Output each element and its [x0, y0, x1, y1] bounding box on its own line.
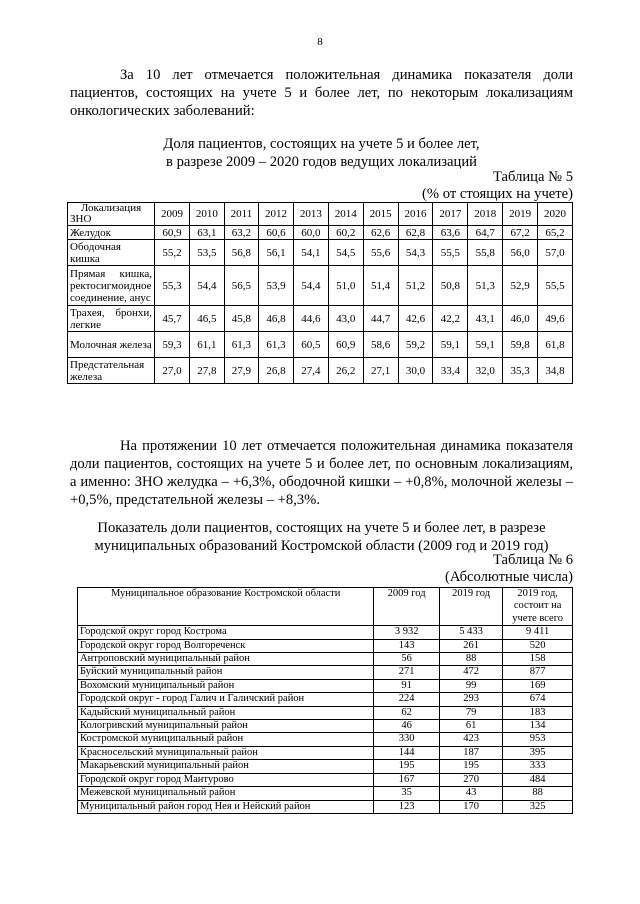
table5-value-cell: 55,6: [363, 240, 398, 266]
table5-header-year: 2012: [259, 203, 294, 226]
table6-header-total: 2019 год, состоит на учете всего: [503, 588, 573, 626]
table5-value-cell: 34,8: [538, 358, 573, 384]
table6-label: Таблица № 6: [493, 552, 573, 568]
table5: [67, 202, 573, 384]
table5-value-cell: 54,3: [398, 240, 433, 266]
table5-header-year: 2014: [328, 203, 363, 226]
table6-2019-cell: 187: [439, 746, 502, 759]
table6-row: [78, 626, 573, 639]
table6-2019-cell: 423: [439, 733, 502, 746]
table6-total-cell: 9 411: [503, 626, 573, 639]
table5-value-cell: 35,3: [503, 358, 538, 384]
table6-municipality-cell: Городской округ город Волгореченск: [78, 639, 374, 652]
table5-value-cell: 67,2: [503, 226, 538, 240]
table5-value-cell: 46,8: [259, 306, 294, 332]
table5-value-cell: 63,2: [224, 226, 258, 240]
table5-label: Таблица № 5: [493, 169, 573, 185]
table6-2019-cell: 5 433: [439, 626, 502, 639]
table5-header-year: 2020: [538, 203, 573, 226]
table5-value-cell: 59,1: [433, 332, 468, 358]
table6-total-cell: 674: [503, 693, 573, 706]
table5-value-cell: 61,3: [259, 332, 294, 358]
table5-value-cell: 60,9: [155, 226, 190, 240]
page-number: 8: [317, 36, 323, 48]
table5-value-cell: 52,9: [503, 266, 538, 306]
table5-unit: (% от стоящих на учете): [422, 186, 573, 202]
table5-value-cell: 53,9: [259, 266, 294, 306]
table6-total-cell: 484: [503, 773, 573, 786]
table5-value-cell: 42,2: [433, 306, 468, 332]
table5-localization-cell: Прямая кишка, ректосигмоидное соединение, анус: [68, 266, 155, 306]
table6-2009-cell: 330: [374, 733, 440, 746]
table5-value-cell: 55,5: [433, 240, 468, 266]
table6-row: [78, 679, 573, 692]
table6-municipality-cell: Красносельский муниципальный район: [78, 746, 374, 759]
table5-value-cell: 27,0: [155, 358, 190, 384]
table5-value-cell: 62,8: [398, 226, 433, 240]
table6-2019-cell: 270: [439, 773, 502, 786]
table5-header-year: 2010: [189, 203, 224, 226]
table6: [77, 587, 573, 814]
table6-municipality-cell: Макарьевский муниципальный район: [78, 760, 374, 773]
table6-2009-cell: 167: [374, 773, 440, 786]
table6-row: [78, 706, 573, 719]
table6-2009-cell: 224: [374, 693, 440, 706]
table6-row: [78, 639, 573, 652]
table6-header-municipality: Муниципальное образование Костромской области: [78, 588, 374, 626]
table6-row: [78, 666, 573, 679]
table5-row: [68, 332, 573, 358]
table5-value-cell: 63,6: [433, 226, 468, 240]
table5-value-cell: 30,0: [398, 358, 433, 384]
table6-row: [78, 653, 573, 666]
table5-value-cell: 60,2: [328, 226, 363, 240]
table5-header-year: 2017: [433, 203, 468, 226]
table5-localization-cell: Желудок: [68, 226, 155, 240]
table5-header-year: 2019: [503, 203, 538, 226]
table5-value-cell: 51,0: [328, 266, 363, 306]
table6-2009-cell: 123: [374, 800, 440, 813]
table5-value-cell: 54,4: [189, 266, 224, 306]
table5-row: [68, 306, 573, 332]
table5-value-cell: 51,2: [398, 266, 433, 306]
table5-value-cell: 50,8: [433, 266, 468, 306]
table6-unit: (Абсолютные числа): [444, 569, 573, 585]
table6-2009-cell: 56: [374, 653, 440, 666]
table5-value-cell: 27,4: [293, 358, 328, 384]
table6-row: [78, 760, 573, 773]
table6-total-cell: 520: [503, 639, 573, 652]
table5-value-cell: 53,5: [189, 240, 224, 266]
table6-2009-cell: 144: [374, 746, 440, 759]
table5-value-cell: 60,6: [259, 226, 294, 240]
table5-value-cell: 51,3: [468, 266, 503, 306]
table6-2019-cell: 43: [439, 787, 502, 800]
table6-header-2009: 2009 год: [374, 588, 440, 626]
table6-2009-cell: 271: [374, 666, 440, 679]
table6-2009-cell: 3 932: [374, 626, 440, 639]
table6-municipality-cell: Кологривский муниципальный район: [78, 720, 374, 733]
table5-value-cell: 59,3: [155, 332, 190, 358]
table5-header-localization: Локализация ЗНО: [68, 203, 155, 226]
table5-header-year: 2016: [398, 203, 433, 226]
table5-header-row: [68, 203, 573, 226]
table6-total-cell: 877: [503, 666, 573, 679]
table5-value-cell: 59,1: [468, 332, 503, 358]
table6-total-cell: 333: [503, 760, 573, 773]
table6-2019-cell: 293: [439, 693, 502, 706]
table5-value-cell: 56,5: [224, 266, 258, 306]
table6-row: [78, 720, 573, 733]
table5-value-cell: 51,4: [363, 266, 398, 306]
table6-2009-cell: 195: [374, 760, 440, 773]
table5-value-cell: 56,0: [503, 240, 538, 266]
table5-value-cell: 56,1: [259, 240, 294, 266]
table5-value-cell: 27,9: [224, 358, 258, 384]
table5-value-cell: 54,1: [293, 240, 328, 266]
summary-paragraph: На протяжении 10 лет отмечается положительная динамика показателя доли пациентов, состоящих на учете 5 и более лет, по основным локализациям, а именно: ЗНО желудка – +6,3%, ободочной кишки – +0,8%, молочной железы – +0,5%, предстательной железы – +8,3%.: [70, 438, 573, 508]
table6-total-cell: 88: [503, 787, 573, 800]
table6-total-cell: 158: [503, 653, 573, 666]
table6-municipality-cell: Кадыйский муниципальный район: [78, 706, 374, 719]
table6-2019-cell: 88: [439, 653, 502, 666]
table5-value-cell: 44,7: [363, 306, 398, 332]
table5-value-cell: 61,8: [538, 332, 573, 358]
table6-row: [78, 800, 573, 813]
table6-2019-cell: 99: [439, 679, 502, 692]
table5-caption-line1: Доля пациентов, состоящих на учете 5 и более лет,: [163, 136, 480, 152]
table5-value-cell: 55,2: [155, 240, 190, 266]
table5-value-cell: 46,5: [189, 306, 224, 332]
table5-value-cell: 58,6: [363, 332, 398, 358]
table5-value-cell: 62,6: [363, 226, 398, 240]
table5-header-year: 2018: [468, 203, 503, 226]
table6-2019-cell: 472: [439, 666, 502, 679]
table5-value-cell: 56,8: [224, 240, 258, 266]
table5-row: [68, 358, 573, 384]
intro-paragraph: За 10 лет отмечается положительная динамика показателя доли пациентов, состоящих на учете 5 и более лет, по некоторым локализациям онкологических заболеваний:: [70, 67, 573, 119]
table5-value-cell: 42,6: [398, 306, 433, 332]
table6-total-cell: 395: [503, 746, 573, 759]
table5-value-cell: 60,0: [293, 226, 328, 240]
table5-value-cell: 64,7: [468, 226, 503, 240]
table6-2009-cell: 91: [374, 679, 440, 692]
table5-value-cell: 57,0: [538, 240, 573, 266]
table5-value-cell: 61,3: [224, 332, 258, 358]
table6-2019-cell: 61: [439, 720, 502, 733]
table6-row: [78, 733, 573, 746]
table5-value-cell: 27,8: [189, 358, 224, 384]
table6-municipality-cell: Городской округ - город Галич и Галичский район: [78, 693, 374, 706]
table6-row: [78, 693, 573, 706]
table5-value-cell: 33,4: [433, 358, 468, 384]
table5-value-cell: 32,0: [468, 358, 503, 384]
table6-2009-cell: 46: [374, 720, 440, 733]
table5-header-year: 2011: [224, 203, 258, 226]
table6-municipality-cell: Муниципальный район город Нея и Нейский район: [78, 800, 374, 813]
table5-value-cell: 49,6: [538, 306, 573, 332]
table5-localization-cell: Молочная железа: [68, 332, 155, 358]
table6-caption-line2: муниципальных образований Костромской области (2009 год и 2019 год): [94, 538, 549, 554]
table5-value-cell: 55,3: [155, 266, 190, 306]
table5-localization-cell: Ободочная кишка: [68, 240, 155, 266]
table5-value-cell: 60,5: [293, 332, 328, 358]
table6-total-cell: 953: [503, 733, 573, 746]
table6-total-cell: 325: [503, 800, 573, 813]
table5-value-cell: 54,5: [328, 240, 363, 266]
table5-value-cell: 55,5: [538, 266, 573, 306]
table5-value-cell: 46,0: [503, 306, 538, 332]
table5-value-cell: 45,8: [224, 306, 258, 332]
table5-value-cell: 61,1: [189, 332, 224, 358]
table5-row: [68, 226, 573, 240]
table6-municipality-cell: Городской округ город Мантурово: [78, 773, 374, 786]
table5-header-year: 2009: [155, 203, 190, 226]
table6-row: [78, 746, 573, 759]
table6-2009-cell: 143: [374, 639, 440, 652]
table5-value-cell: 45,7: [155, 306, 190, 332]
table5-value-cell: 59,8: [503, 332, 538, 358]
table5-value-cell: 60,9: [328, 332, 363, 358]
table5-value-cell: 26,8: [259, 358, 294, 384]
table5-row: [68, 266, 573, 306]
table5-value-cell: 43,1: [468, 306, 503, 332]
table5-value-cell: 27,1: [363, 358, 398, 384]
table5-value-cell: 54,4: [293, 266, 328, 306]
table5-value-cell: 44,6: [293, 306, 328, 332]
table6-municipality-cell: Городской округ город Кострома: [78, 626, 374, 639]
table5-localization-cell: Трахея, бронхи, легкие: [68, 306, 155, 332]
table6-header-2019: 2019 год: [439, 588, 502, 626]
table6-2009-cell: 62: [374, 706, 440, 719]
table6-2019-cell: 195: [439, 760, 502, 773]
table6-header-row: [78, 588, 573, 626]
table5-value-cell: 59,2: [398, 332, 433, 358]
table6-total-cell: 183: [503, 706, 573, 719]
table6-2019-cell: 79: [439, 706, 502, 719]
table6-caption: [70, 519, 573, 555]
table6-municipality-cell: Костромской муниципальный район: [78, 733, 374, 746]
table5-header-year: 2015: [363, 203, 398, 226]
table6-municipality-cell: Буйский муниципальный район: [78, 666, 374, 679]
table5-localization-cell: Предстательная железа: [68, 358, 155, 384]
table5-value-cell: 43,0: [328, 306, 363, 332]
table6-2019-cell: 170: [439, 800, 502, 813]
table6-2009-cell: 35: [374, 787, 440, 800]
table6-2019-cell: 261: [439, 639, 502, 652]
table5-caption-line2: в разрезе 2009 – 2020 годов ведущих локализаций: [166, 154, 477, 170]
table5-row: [68, 240, 573, 266]
table6-caption-line1: Показатель доли пациентов, состоящих на учете 5 и более лет, в разрезе: [97, 520, 546, 536]
table5-value-cell: 65,2: [538, 226, 573, 240]
table6-municipality-cell: Межевской муниципальный район: [78, 787, 374, 800]
table6-municipality-cell: Антроповский муниципальный район: [78, 653, 374, 666]
table5-header-year: 2013: [293, 203, 328, 226]
table6-municipality-cell: Вохомский муниципальный район: [78, 679, 374, 692]
table5-value-cell: 63,1: [189, 226, 224, 240]
table6-total-cell: 134: [503, 720, 573, 733]
table6-total-cell: 169: [503, 679, 573, 692]
table6-row: [78, 773, 573, 786]
table5-value-cell: 55,8: [468, 240, 503, 266]
table5-value-cell: 26,2: [328, 358, 363, 384]
table6-row: [78, 787, 573, 800]
table5-caption: [70, 135, 573, 171]
